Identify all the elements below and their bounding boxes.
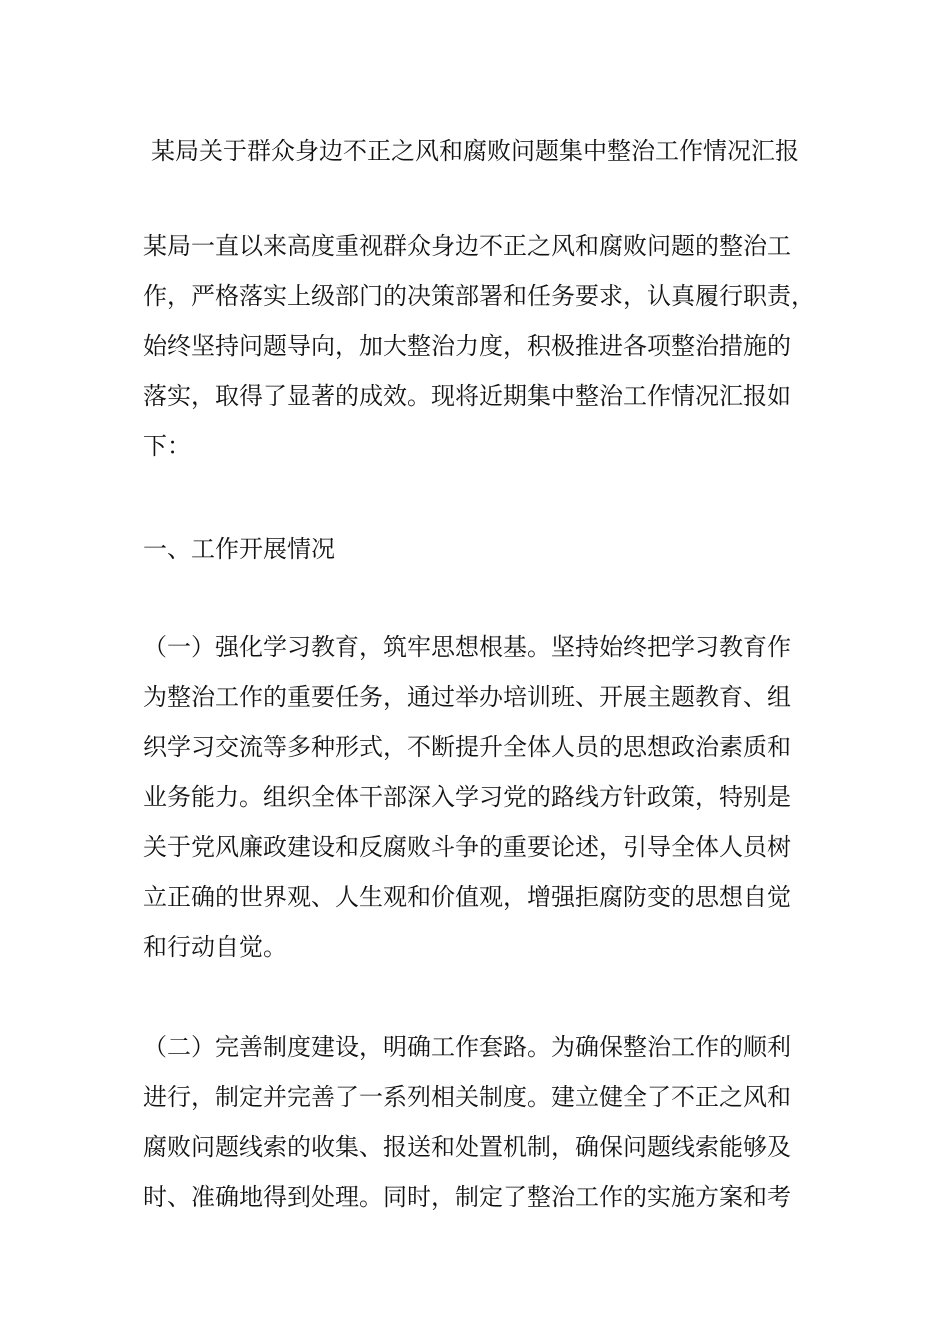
document-title: 某局关于群众身边不正之风和腐败问题集中整治工作情况汇报 xyxy=(151,137,799,165)
intro-line: 作，严格落实上级部门的决策部署和任务要求，认真履行职责， xyxy=(143,282,815,310)
intro-line: 落实，取得了显著的成效。现将近期集中整治工作情况汇报如 xyxy=(143,382,791,410)
paragraph-line: （二）完善制度建设，明确工作套路。为确保整治工作的顺利 xyxy=(143,1033,791,1061)
paragraph-line: 和行动自觉。 xyxy=(143,933,287,961)
paragraph-line: 时、准确地得到处理。同时，制定了整治工作的实施方案和考 xyxy=(143,1183,791,1211)
intro-line: 某局一直以来高度重视群众身边不正之风和腐败问题的整治工 xyxy=(143,232,791,260)
paragraph-line: 为整治工作的重要任务，通过举办培训班、开展主题教育、组 xyxy=(143,683,791,711)
paragraph-line: （一）强化学习教育，筑牢思想根基。坚持始终把学习教育作 xyxy=(143,633,791,661)
paragraph-line: 业务能力。组织全体干部深入学习党的路线方针政策，特别是 xyxy=(143,783,791,811)
intro-line: 下： xyxy=(143,432,191,460)
intro-paragraph xyxy=(143,221,823,471)
section-paragraph-1 xyxy=(143,622,823,972)
intro-line: 始终坚持问题导向，加大整治力度，积极推进各项整治措施的 xyxy=(143,332,791,360)
paragraph-line: 立正确的世界观、人生观和价值观，增强拒腐防变的思想自觉 xyxy=(143,883,791,911)
paragraph-line: 织学习交流等多种形式，不断提升全体人员的思想政治素质和 xyxy=(143,733,791,761)
section-heading: 一、工作开展情况 xyxy=(143,535,335,563)
paragraph-line: 关于党风廉政建设和反腐败斗争的重要论述，引导全体人员树 xyxy=(143,833,791,861)
section-paragraph-2 xyxy=(143,1022,823,1222)
paragraph-line: 进行，制定并完善了一系列相关制度。建立健全了不正之风和 xyxy=(143,1083,791,1111)
paragraph-line: 腐败问题线索的收集、报送和处置机制，确保问题线索能够及 xyxy=(143,1133,791,1161)
